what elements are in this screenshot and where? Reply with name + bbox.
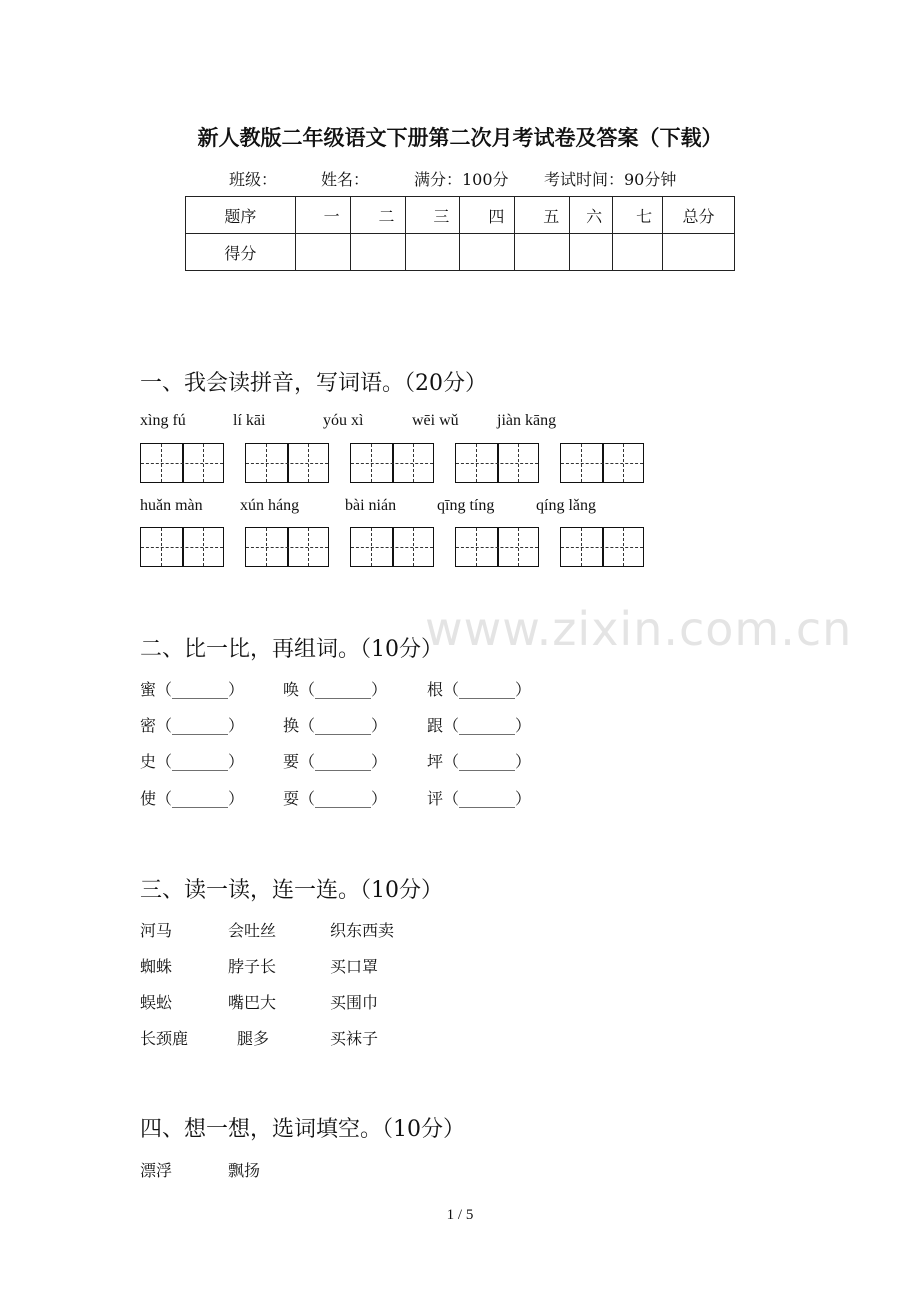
score-cell-4: 四 [460,197,515,234]
score-cell-2: 二 [350,197,405,234]
match-action[interactable]: 织东西卖 [330,921,395,940]
grid-guide [456,463,538,464]
writing-grid[interactable] [140,443,224,483]
writing-grid[interactable] [455,527,539,567]
grid-guide [141,463,223,464]
match-action[interactable]: 买袜子 [330,1029,379,1048]
writing-grid[interactable] [560,443,644,483]
score-blank[interactable] [405,234,460,271]
section2-title: 二、比一比，再组词。（10分） [140,637,443,662]
match-action[interactable]: 买口罩 [330,957,379,976]
score-blank[interactable] [515,234,570,271]
compare-item[interactable]: 耍（_______） [283,789,388,808]
writing-grid[interactable] [245,527,329,567]
pinyin-label: xún háng [240,497,300,514]
match-animal[interactable]: 长颈鹿 [140,1029,189,1048]
writing-grid[interactable] [455,443,539,483]
pinyin-label: qíng lǎng [536,497,596,514]
word-option: 飘扬 [228,1161,261,1180]
grid-guide [246,463,328,464]
section4-title: 四、想一想，选词填空。（10分） [140,1117,465,1142]
watermark: www.zixin.com.cn [425,602,853,656]
compare-item[interactable]: 密（_______） [140,716,245,735]
match-trait[interactable]: 会吐丝 [228,921,277,940]
writing-grid[interactable] [350,527,434,567]
match-animal[interactable]: 蜈蚣 [140,993,173,1012]
exam-time: 考试时间：90分钟 [544,170,677,189]
writing-grid[interactable] [350,443,434,483]
score-row-label: 得分 [186,234,296,271]
compare-item[interactable]: 坪（_______） [427,752,532,771]
score-cell-5: 五 [515,197,570,234]
pinyin-label: huǎn màn [140,497,203,514]
pinyin-label: yóu xì [323,412,364,429]
compare-item[interactable]: 跟（_______） [427,716,532,735]
match-trait[interactable]: 脖子长 [228,957,277,976]
compare-item[interactable]: 史（_______） [140,752,245,771]
grid-guide [246,547,328,548]
pinyin-label: bài nián [345,497,397,514]
page-number: 1 / 5 [446,1207,474,1223]
compare-item[interactable]: 蜜（_______） [140,680,245,699]
score-blank[interactable] [613,234,663,271]
match-trait[interactable]: 腿多 [237,1029,270,1048]
match-animal[interactable]: 蜘蛛 [140,957,173,976]
grid-guide [351,547,433,548]
name-label: 姓名： [321,170,370,189]
compare-item[interactable]: 要（_______） [283,752,388,771]
class-label: 班级： [229,170,278,189]
grid-guide [561,463,643,464]
match-animal[interactable]: 河马 [140,921,173,940]
writing-grid[interactable] [140,527,224,567]
grid-guide [456,547,538,548]
score-cell-1: 一 [295,197,350,234]
writing-grid[interactable] [560,527,644,567]
full-score: 满分：100分 [414,170,509,189]
pinyin-label: wēi wǔ [412,412,459,429]
writing-grid[interactable] [245,443,329,483]
section3-title: 三、读一读，连一连。（10分） [140,878,443,903]
score-table-header-row [186,197,735,234]
score-table [185,196,735,271]
pinyin-label: jiàn kāng [497,412,557,429]
score-blank[interactable] [460,234,515,271]
section1-title: 一、我会读拼音，写词语。（20分） [140,371,487,396]
score-blank[interactable] [570,234,613,271]
compare-item[interactable]: 根（_______） [427,680,532,699]
match-action[interactable]: 买围巾 [330,993,379,1012]
match-trait[interactable]: 嘴巴大 [228,993,277,1012]
score-cell-total: 总分 [663,197,735,234]
grid-guide [141,547,223,548]
compare-item[interactable]: 换（_______） [283,716,388,735]
score-table-score-row [186,234,735,271]
score-cell-3: 三 [405,197,460,234]
compare-item[interactable]: 唤（_______） [283,680,388,699]
page-title: 新人教版二年级语文下册第二次月考试卷及答案（下载） [197,125,723,150]
score-cell-7: 七 [613,197,663,234]
word-option: 漂浮 [140,1161,173,1180]
pinyin-label: lí kāi [233,412,266,429]
compare-item[interactable]: 使（_______） [140,789,245,808]
pinyin-label: qīng tíng [437,497,495,514]
compare-item[interactable]: 评（_______） [427,789,532,808]
score-blank[interactable] [350,234,405,271]
pinyin-label: xìng fú [140,412,186,429]
score-blank[interactable] [663,234,735,271]
grid-guide [561,547,643,548]
score-cell-label: 题序 [186,197,296,234]
score-blank[interactable] [295,234,350,271]
grid-guide [351,463,433,464]
score-cell-6: 六 [570,197,613,234]
